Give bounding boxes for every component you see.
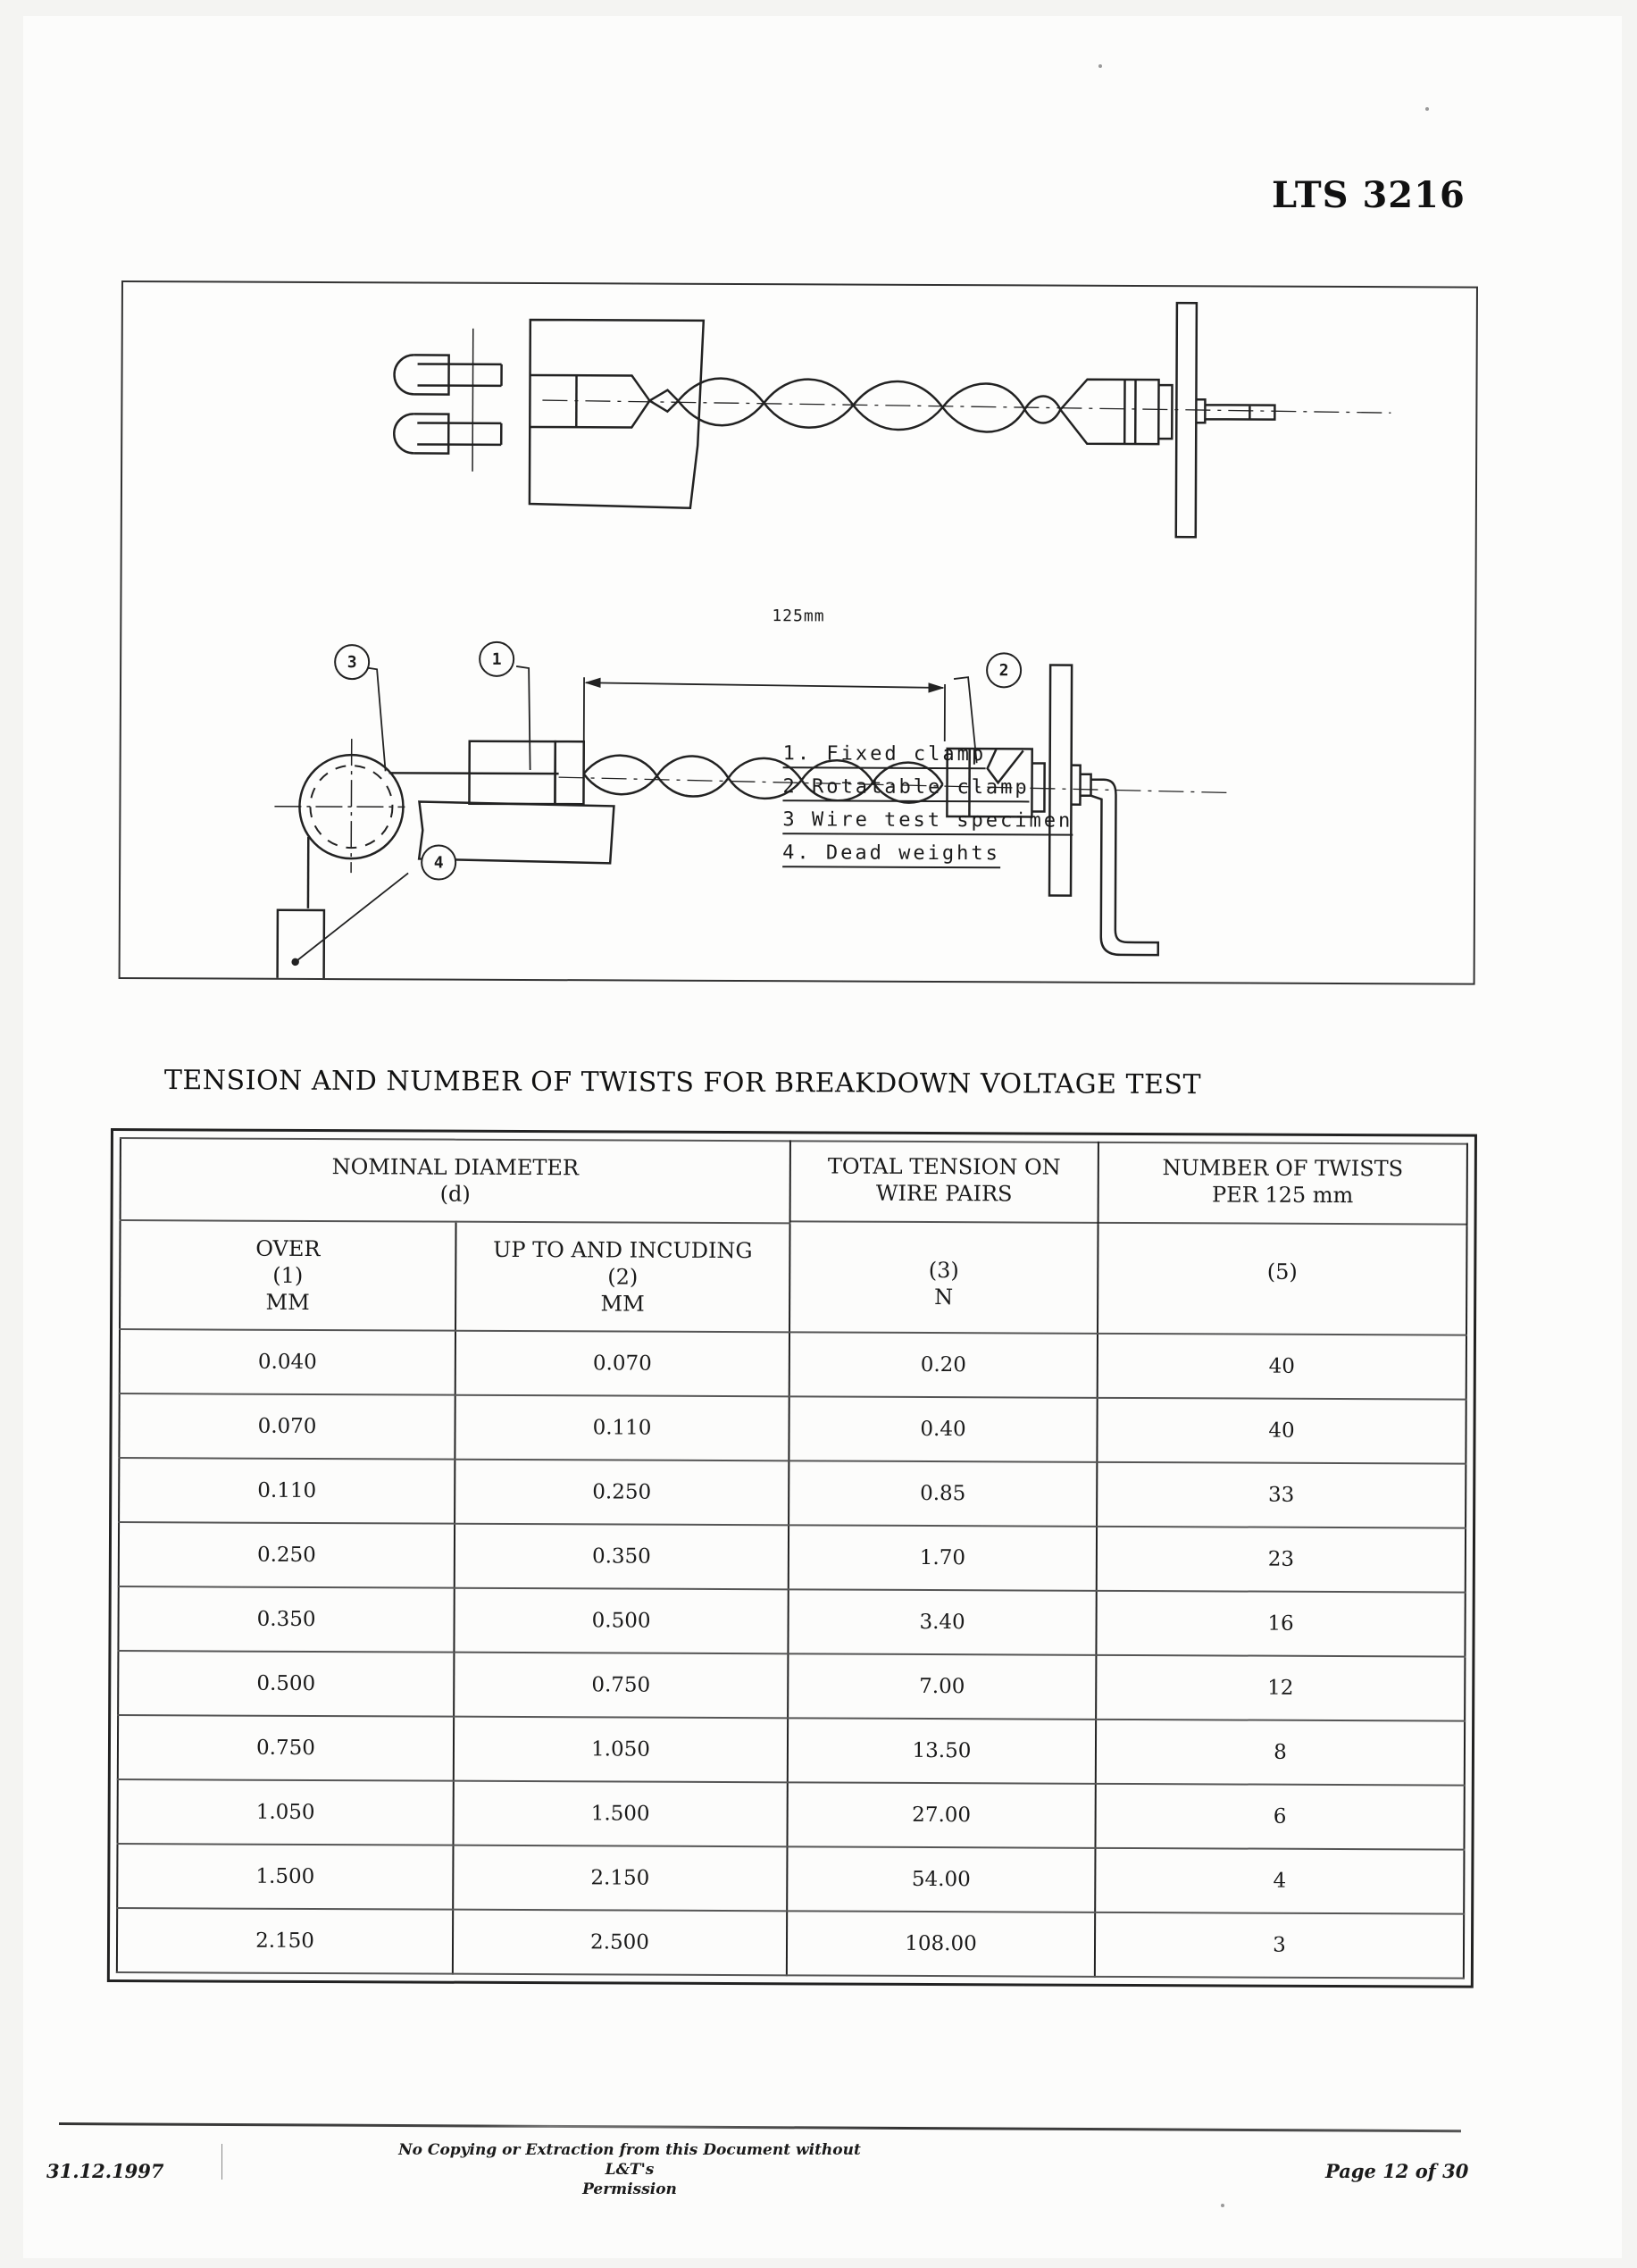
cell-twists: 16: [1096, 1591, 1465, 1657]
cell-twists: 40: [1097, 1398, 1466, 1464]
scan-speck: [1425, 107, 1429, 111]
cell-twists: 6: [1095, 1784, 1464, 1850]
dimension-label: 125mm: [772, 607, 825, 626]
tension-twist-table: [116, 1137, 1468, 1979]
cell-tension: 7.00: [788, 1653, 1096, 1720]
footer-separator: [221, 2144, 222, 2180]
cell-tension: 3.40: [788, 1589, 1096, 1655]
scan-speck: [1221, 2204, 1224, 2207]
table-row: [117, 1844, 1464, 1914]
cell-upto: 0.110: [455, 1395, 789, 1461]
cell-upto: 2.150: [453, 1845, 787, 1912]
cell-twists: 23: [1097, 1527, 1466, 1593]
cell-tension: 27.00: [787, 1782, 1095, 1848]
table-row: [119, 1458, 1466, 1528]
cell-over: 0.040: [120, 1329, 455, 1395]
scan-speck: [1098, 64, 1102, 68]
apparatus-diagram: [121, 282, 1476, 983]
table-row: [119, 1522, 1466, 1593]
cell-over: 1.500: [117, 1844, 453, 1910]
table-row: [120, 1329, 1466, 1400]
cell-tension: 108.00: [787, 1911, 1095, 1977]
header-up-to-and-including: UP TO AND INCUDING (2) MM: [455, 1222, 790, 1333]
cell-twists: 40: [1098, 1334, 1466, 1400]
cell-upto: 1.050: [454, 1717, 788, 1783]
legend-item: 1. Fixed clamp: [783, 742, 987, 769]
cell-twists: 8: [1096, 1720, 1465, 1786]
header-over: OVER (1) MM: [120, 1220, 456, 1331]
table-row: [118, 1779, 1465, 1850]
header-total-tension: TOTAL TENSION ON WIRE PAIRS (3) N: [789, 1141, 1098, 1334]
cell-tension: 54.00: [787, 1846, 1095, 1912]
legend-item: 2 Rotatable clamp: [782, 775, 1029, 802]
cell-twists: 3: [1095, 1912, 1464, 1979]
cell-over: 0.250: [119, 1522, 455, 1588]
cell-tension: 1.70: [789, 1525, 1097, 1591]
document-number: LTS 3216: [1272, 174, 1466, 216]
cell-upto: 0.750: [454, 1653, 788, 1719]
cell-upto: 0.350: [455, 1524, 789, 1590]
cell-upto: 2.500: [453, 1910, 787, 1976]
cell-upto: 0.250: [455, 1460, 789, 1526]
figure-legend: [782, 742, 1073, 875]
cell-twists: 4: [1095, 1848, 1464, 1914]
cell-tension: 0.40: [789, 1396, 1097, 1462]
cell-over: 1.050: [118, 1779, 454, 1845]
footer-date: 31.12.1997: [46, 2160, 164, 2182]
table-row: [118, 1715, 1465, 1786]
cell-tension: 0.85: [789, 1460, 1097, 1527]
cell-over: 0.750: [118, 1715, 454, 1781]
cell-over: 2.150: [117, 1908, 453, 1974]
cell-tension: 0.20: [789, 1332, 1098, 1398]
cell-over: 0.350: [118, 1586, 454, 1653]
cell-upto: 0.070: [455, 1331, 789, 1397]
table-row: [119, 1393, 1466, 1464]
cell-twists: 33: [1097, 1462, 1466, 1528]
table-row: [118, 1586, 1465, 1657]
header-nominal-diameter: NOMINAL DIAMETER (d): [121, 1138, 790, 1223]
callout-3: 3: [334, 644, 370, 680]
cell-twists: 12: [1096, 1655, 1465, 1721]
callout-4: 4: [421, 844, 456, 880]
cell-upto: 1.500: [454, 1781, 788, 1847]
cell-over: 0.110: [119, 1458, 455, 1524]
footer-copyright-notice: No Copying or Extraction from this Document without L&T's Permission: [398, 2141, 861, 2198]
cell-over: 0.070: [119, 1393, 455, 1460]
test-apparatus-figure: [119, 280, 1478, 985]
footer-page-number: Page 12 of 30: [1325, 2160, 1469, 2182]
legend-item: 4. Dead weights: [782, 841, 1000, 868]
table-row: [118, 1651, 1465, 1721]
cell-tension: 13.50: [788, 1718, 1096, 1784]
clamp-screws: [394, 328, 502, 472]
cell-over: 0.500: [118, 1651, 454, 1717]
table-frame: [107, 1128, 1477, 1988]
legend-item: 3 Wire test specimen: [782, 808, 1073, 835]
table-title: TENSION AND NUMBER OF TWISTS FOR BREAKDOWN VOLTAGE TEST: [163, 1065, 1202, 1101]
callout-1: 1: [479, 641, 514, 677]
cell-upto: 0.500: [454, 1588, 788, 1654]
table-row: [117, 1908, 1464, 1979]
header-number-of-twists: NUMBER OF TWISTS PER 125 mm (5): [1098, 1142, 1467, 1335]
callout-2: 2: [986, 652, 1022, 688]
